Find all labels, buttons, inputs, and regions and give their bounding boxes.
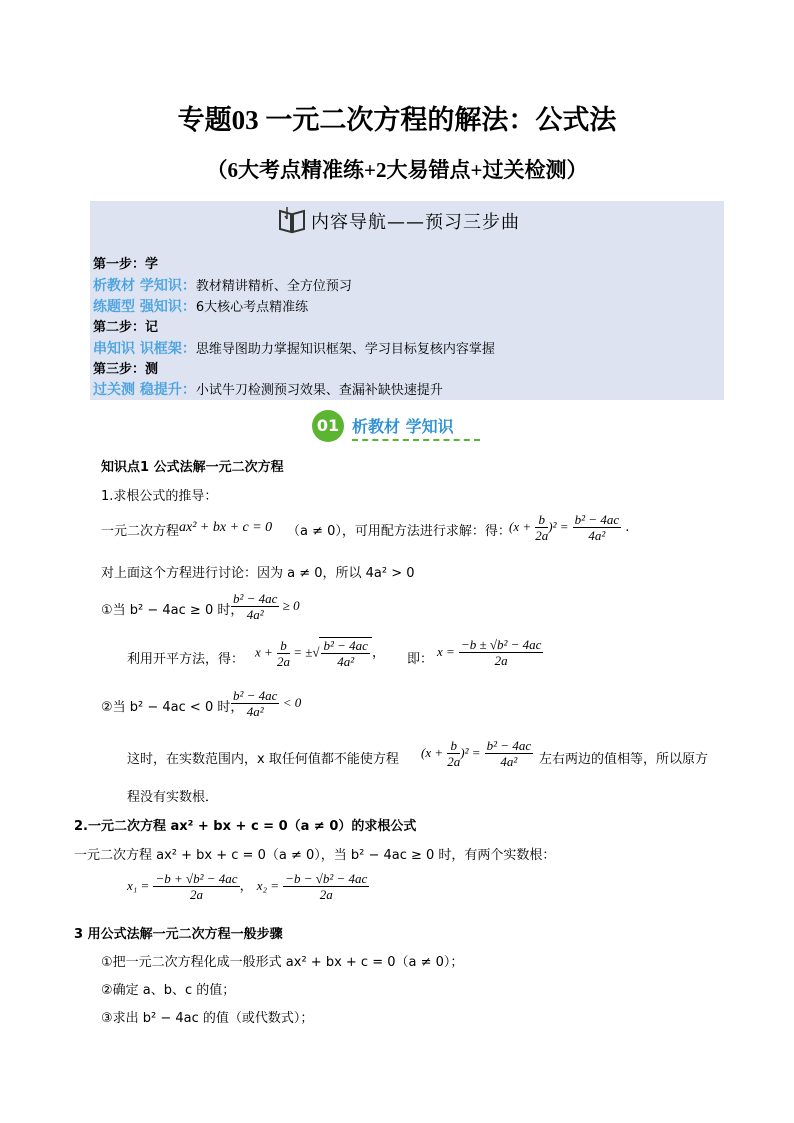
section-number: 01 xyxy=(312,410,344,442)
case2-condition: ②当 b² − 4ac < 0 时， $\frac{\text{b² − 4ac}}{\text{4a²}}$ < 0 xyxy=(101,688,302,719)
s2-heading: 2.一元二次方程 ax² + bx + c = 0（a ≠ 0）的求根公式 xyxy=(74,819,417,834)
nav-row-step2: 第二步：记 xyxy=(93,320,159,335)
nav-row-framework: 串知识 识框架：思维导图助力掌握知识框架、学习目标复核内容掌握 xyxy=(93,341,495,357)
content-nav-box xyxy=(90,201,724,400)
s3-heading: 3 用公式法解一元二次方程一般步骤 xyxy=(74,927,283,942)
page-subtitle: （6大考点精准练+2大易错点+过关检测） xyxy=(206,158,588,182)
s2-paragraph: 一元二次方程 ax² + bx + c = 0（a ≠ 0），当 b² − 4ac ≥ 0 时，有两个实数根： xyxy=(74,848,556,863)
kp1-p1: 1.求根公式的推导： xyxy=(101,489,218,504)
kp1-p2: 一元二次方程 ax² + bx + c = 0 （a ≠ 0），可用配方法进行求解：得： (x + $\frac{b}{2a}$ )² = $\frac{\text{b² − 4ac}}{\text{4a²}}$ . xyxy=(101,512,630,543)
nav-row-step3: 第三步：测 xyxy=(93,362,159,377)
kp1-heading: 知识点1 公式法解一元二次方程 xyxy=(101,460,284,475)
case2-conclusion: 程没有实数根． xyxy=(127,790,219,805)
nav-row-test: 过关测 稳提升：小试牛刀检测预习效果、查漏补缺快速提升 xyxy=(93,382,443,398)
kp1-p3: 对上面这个方程进行讨论：因为 a ≠ 0，所以 4a² > 0 xyxy=(101,566,415,581)
section-label: 析教材 学知识 xyxy=(352,417,454,436)
quadratic-formula-roots: x₁ = $\frac{\text{−b + √b² − 4ac}}{2a}$ ， x₂ = $\frac{\text{−b − √b² − 4ac}}{2a}$ xyxy=(127,871,368,902)
book-icon xyxy=(278,205,304,235)
nav-row-step1: 第一步：学 xyxy=(93,257,159,272)
case1-condition: ①当 b² − 4ac ≥ 0 时， $\frac{\text{b² − 4ac}}{\text{4a²}}$ ≥ 0 xyxy=(101,591,300,622)
section-underline xyxy=(352,439,480,441)
page-title: 专题03 一元二次方程的解法：公式法 xyxy=(177,105,617,135)
case1-solution: 利用开平方法，得： x + $\frac{b}{2a}$ = ±√ $\frac{\text{b² − 4ac}}{\text{4a²}}$ ， 即： x = $\frac{\text{−b ± √b² − 4ac}}{2a}$ xyxy=(127,637,542,669)
step-1: ①把一元二次方程化成一般形式 ax² + bx + c = 0（a ≠ 0）； xyxy=(101,955,464,970)
step-2: ②确定 a、b、c 的值； xyxy=(101,983,236,998)
nav-row-practice: 练题型 强知识：6大核心考点精准练 xyxy=(93,299,309,315)
case2-explanation: 这时，在实数范围内，x 取任何值都不能使方程 (x + $\frac{b}{2a}$ )² = $\frac{\text{b² − 4ac}}{\text{4a²}}$ 左右两边的值相等，所以原方 xyxy=(127,738,709,769)
completed-square-formula: (x + $\frac{b}{2a}$ )² = $\frac{\text{b² − 4ac}}{\text{4a²}}$ . xyxy=(509,512,630,543)
step-3: ③求出 b² − 4ac 的值（或代数式）； xyxy=(101,1011,314,1026)
nav-row-study: 析教材 学知识：教材精讲精析、全方位预习 xyxy=(93,278,352,294)
section-badge xyxy=(312,410,482,442)
nav-header: 内容导航——预习三步曲 xyxy=(311,212,520,233)
